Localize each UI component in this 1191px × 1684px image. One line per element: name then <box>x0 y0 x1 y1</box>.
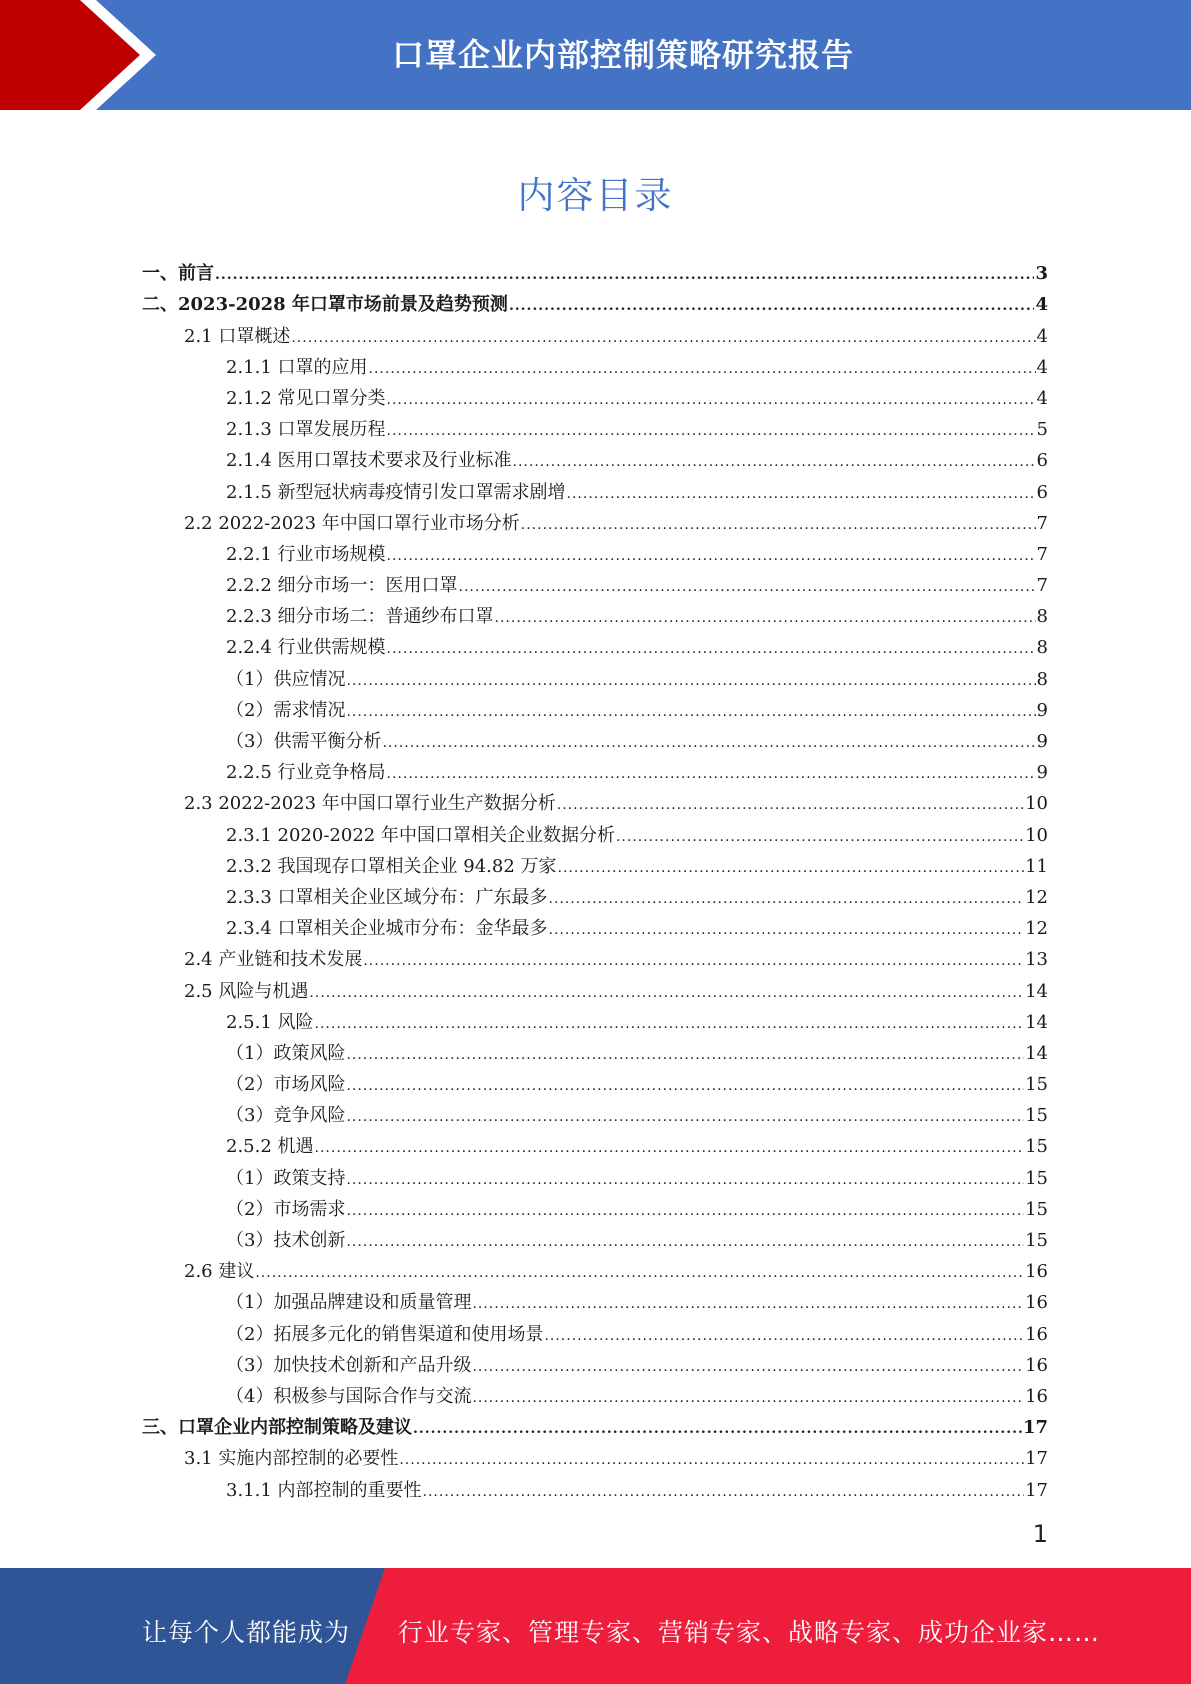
toc-entry-page: 10 <box>1025 824 1048 846</box>
toc-dot-leader <box>346 1107 1024 1127</box>
toc-entry-page: 9 <box>1036 731 1048 752</box>
toc-entry-page: 16 <box>1025 1354 1048 1376</box>
toc-entry-page: 8 <box>1036 606 1048 628</box>
toc-entry[interactable] <box>142 1346 1048 1377</box>
toc-dot-leader <box>346 671 1035 691</box>
toc-dot-leader <box>495 608 1036 628</box>
toc-dot-leader <box>616 827 1024 847</box>
toc-entry-page: 9 <box>1036 699 1048 721</box>
toc-entry-label: 2.1.4 医用口罩技术要求及行业标准 <box>226 450 512 472</box>
toc-dot-leader <box>346 1232 1024 1252</box>
toc-entry-label: （2）需求情况 <box>226 699 346 721</box>
toc-entry[interactable] <box>142 535 1048 566</box>
toc-entry[interactable] <box>142 628 1048 659</box>
toc-entry-page: 8 <box>1036 668 1048 690</box>
toc-entry-page: 5 <box>1036 419 1048 441</box>
toc-dot-leader <box>459 577 1036 597</box>
toc-entry-page: 6 <box>1036 481 1048 503</box>
toc-entry-page: 9 <box>1036 762 1048 784</box>
toc-entry[interactable] <box>142 691 1048 722</box>
toc-dot-leader <box>363 951 1024 971</box>
toc-dot-leader <box>387 546 1036 566</box>
toc-entry-page: 15 <box>1025 1105 1048 1127</box>
toc-entry-page: 14 <box>1025 980 1048 1002</box>
toc-dot-leader <box>369 359 1036 379</box>
page-header <box>0 0 1191 110</box>
toc-entry-label: （2）拓展多元化的销售渠道和使用场景 <box>226 1323 544 1345</box>
toc-dot-leader <box>513 452 1036 472</box>
toc-entry-page: 15 <box>1025 1074 1048 1096</box>
toc-entry-page: 14 <box>1025 1042 1048 1064</box>
toc-entry[interactable] <box>142 1439 1048 1470</box>
toc-entry[interactable] <box>142 441 1048 472</box>
toc-entry-page: 7 <box>1036 575 1048 597</box>
toc-entry-page: 4 <box>1036 356 1048 378</box>
toc-entry[interactable] <box>142 1065 1048 1096</box>
toc-entry-label: 2.3.3 口罩相关企业区域分布：广东最多 <box>226 886 548 908</box>
toc-entry-page: 17 <box>1025 1479 1048 1501</box>
toc-dot-leader <box>549 889 1025 909</box>
toc-entry-label: 2.3 2022-2023 年中国口罩行业生产数据分析 <box>184 793 556 815</box>
page-number: 1 <box>1032 1520 1048 1548</box>
toc-dot-leader <box>387 390 1036 410</box>
toc-dot-leader <box>472 1294 1024 1314</box>
toc-entry-page: 13 <box>1025 949 1048 971</box>
toc-entry-label: 2.2.4 行业供需规模 <box>226 637 386 659</box>
toc-entry[interactable] <box>142 847 1048 878</box>
toc-entry-label: 3.1.1 内部控制的重要性 <box>226 1479 422 1501</box>
toc-dot-leader <box>315 1014 1025 1034</box>
toc-entry-label: （3）竞争风险 <box>226 1105 346 1127</box>
toc-entry[interactable] <box>142 659 1048 690</box>
toc-entry[interactable] <box>142 504 1048 535</box>
toc-entry[interactable] <box>142 971 1048 1002</box>
toc-entry[interactable] <box>142 1127 1048 1158</box>
toc-entry-label: 2.1 口罩概述 <box>184 325 291 347</box>
toc-entry-page: 15 <box>1025 1198 1048 1220</box>
toc-entry-label: 2.1.5 新型冠状病毒疫情引发口罩需求剧增 <box>226 481 566 503</box>
toc-entry-label: 2.6 建议 <box>184 1261 255 1283</box>
toc-dot-leader <box>315 1138 1025 1158</box>
toc-dot-leader <box>387 639 1036 659</box>
toc-entry-label: 2.3.1 2020-2022 年中国口罩相关企业数据分析 <box>226 824 615 846</box>
toc-entry-page: 12 <box>1025 886 1048 908</box>
toc-entry-label: （1）加强品牌建设和质量管理 <box>226 1292 472 1314</box>
toc-entry[interactable] <box>142 1190 1048 1221</box>
toc-entry-label: （2）市场需求 <box>226 1198 346 1220</box>
toc-entry[interactable] <box>142 316 1048 347</box>
toc-entry[interactable] <box>142 753 1048 784</box>
toc-dot-leader <box>215 265 1034 285</box>
toc-entry-label: （1）供应情况 <box>226 668 346 690</box>
toc-entry[interactable] <box>142 1314 1048 1345</box>
toc-dot-leader <box>549 920 1025 940</box>
toc-entry[interactable] <box>142 878 1048 909</box>
toc-dot-leader <box>309 983 1024 1003</box>
toc-entry[interactable] <box>142 1283 1048 1314</box>
toc-dot-leader <box>382 733 1035 753</box>
toc-entry-label: 2.2.3 细分市场二：普通纱布口罩 <box>226 606 494 628</box>
toc-heading: 内容目录 <box>517 174 674 217</box>
toc-dot-leader <box>346 702 1035 722</box>
toc-entry-label: 2.5.1 风险 <box>226 1011 314 1033</box>
toc-entry-page: 12 <box>1025 918 1048 940</box>
toc-dot-leader <box>399 1450 1024 1470</box>
toc-dot-leader <box>557 795 1024 815</box>
toc-entry[interactable] <box>142 1377 1048 1408</box>
toc-entry[interactable] <box>142 1252 1048 1283</box>
toc-entry-label: 2.1.3 口罩发展历程 <box>226 419 386 441</box>
toc-entry-label: （3）加快技术创新和产品升级 <box>226 1354 472 1376</box>
toc-entry[interactable] <box>142 1034 1048 1065</box>
toc-entry[interactable] <box>142 285 1048 316</box>
toc-entry-label: 2.2.1 行业市场规模 <box>226 543 386 565</box>
toc-dot-leader <box>346 1076 1024 1096</box>
toc-entry-page: 14 <box>1025 1011 1048 1033</box>
toc-entry[interactable] <box>142 784 1048 815</box>
toc-entry-label: 2.1.1 口罩的应用 <box>226 356 368 378</box>
toc-dot-leader <box>255 1263 1024 1283</box>
toc-entry-label: （1）政策支持 <box>226 1167 346 1189</box>
toc-entry[interactable] <box>142 1470 1048 1501</box>
toc-entry-page: 6 <box>1036 450 1048 472</box>
toc-dot-leader <box>521 515 1036 535</box>
toc-entry-label: （2）市场风险 <box>226 1074 346 1096</box>
toc-entry-page: 4 <box>1036 387 1048 409</box>
toc-dot-leader <box>346 1170 1024 1190</box>
toc-entry-label: 2.2 2022-2023 年中国口罩行业市场分析 <box>184 512 520 534</box>
toc-entry-page: 7 <box>1036 512 1048 534</box>
toc-entry-label: 二、2023-2028 年口罩市场前景及趋势预测 <box>142 294 508 316</box>
toc-dot-leader <box>387 421 1036 441</box>
toc-entry[interactable] <box>142 940 1048 971</box>
toc-entry-label: 2.2.5 行业竞争格局 <box>226 762 386 784</box>
toc-entry[interactable] <box>142 1408 1048 1439</box>
report-title: 口罩企业内部控制策略研究报告 <box>391 36 854 74</box>
toc-entry-label: （3）供需平衡分析 <box>226 731 382 752</box>
toc-entry[interactable] <box>142 566 1048 597</box>
toc-entry-label: 三、口罩企业内部控制策略及建议 <box>142 1417 412 1439</box>
toc-dot-leader <box>567 484 1036 504</box>
toc-entry[interactable] <box>142 410 1048 441</box>
toc-entry-page: 16 <box>1025 1385 1048 1407</box>
toc-entry-label: 2.5.2 机遇 <box>226 1136 314 1158</box>
toc-entry[interactable] <box>142 909 1048 940</box>
footer-slogan-right: 行业专家、管理专家、营销专家、战略专家、成功企业家…… <box>398 1618 1101 1647</box>
toc-dot-leader <box>472 1357 1024 1377</box>
toc-entry[interactable] <box>142 1221 1048 1252</box>
toc-entry[interactable] <box>142 348 1048 379</box>
toc-entry-page: 17 <box>1025 1448 1048 1470</box>
toc-entry-page: 11 <box>1025 855 1048 877</box>
toc-entry-page: 4 <box>1035 294 1048 316</box>
toc-dot-leader <box>544 1326 1024 1346</box>
toc-dot-leader <box>387 764 1036 784</box>
toc-entry-page: 15 <box>1025 1230 1048 1251</box>
toc-entry[interactable] <box>142 815 1048 846</box>
toc-entry[interactable] <box>142 1096 1048 1127</box>
toc-entry-page: 16 <box>1025 1261 1048 1283</box>
toc-dot-leader <box>413 1419 1022 1439</box>
toc-entry-label: （3）技术创新 <box>226 1230 346 1251</box>
toc-dot-leader <box>346 1201 1024 1221</box>
footer-slogan-left: 让每个人都能成为 <box>142 1618 351 1647</box>
toc-entry-page: 16 <box>1025 1292 1048 1314</box>
toc-entry-page: 4 <box>1036 325 1048 347</box>
toc-entry[interactable] <box>142 1003 1048 1034</box>
toc-entry[interactable] <box>142 472 1048 503</box>
toc-entry[interactable] <box>142 379 1048 410</box>
toc-dot-leader <box>558 858 1025 878</box>
toc-entry-page: 10 <box>1025 793 1048 815</box>
toc-entry-label: 2.2.2 细分市场一：医用口罩 <box>226 575 458 597</box>
toc-entry-label: 3.1 实施内部控制的必要性 <box>184 1448 399 1470</box>
page-footer <box>0 1568 1191 1684</box>
toc-entry[interactable] <box>142 254 1048 285</box>
toc-entry-page: 8 <box>1036 637 1048 659</box>
toc-entry-page: 15 <box>1025 1136 1048 1158</box>
toc-entry-label: 2.3.2 我国现存口罩相关企业 94.82 万家 <box>226 855 557 877</box>
toc-dot-leader <box>346 1045 1024 1065</box>
toc-entry[interactable] <box>142 597 1048 628</box>
toc-dot-leader <box>472 1388 1024 1408</box>
toc-entry-label: （1）政策风险 <box>226 1042 346 1064</box>
toc-dot-leader <box>423 1482 1025 1502</box>
toc-dot-leader <box>291 328 1035 348</box>
toc-entry-label: 一、前言 <box>142 263 214 285</box>
toc-entry-label: （4）积极参与国际合作与交流 <box>226 1385 472 1407</box>
toc-entry-label: 2.4 产业链和技术发展 <box>184 949 363 971</box>
toc-entry-page: 17 <box>1022 1417 1048 1439</box>
toc-entry-page: 16 <box>1025 1323 1048 1345</box>
toc-entry[interactable] <box>142 722 1048 753</box>
toc-entry[interactable] <box>142 1158 1048 1189</box>
toc-entry-page: 15 <box>1025 1167 1048 1189</box>
toc-dot-leader <box>509 296 1035 316</box>
toc-entry-page: 3 <box>1035 263 1048 285</box>
toc-entry-label: 2.1.2 常见口罩分类 <box>226 387 386 409</box>
toc-entry-label: 2.3.4 口罩相关企业城市分布：金华最多 <box>226 918 548 940</box>
toc-entry-label: 2.5 风险与机遇 <box>184 980 309 1002</box>
toc-entry-page: 7 <box>1036 543 1048 565</box>
table-of-contents <box>142 254 1048 1502</box>
